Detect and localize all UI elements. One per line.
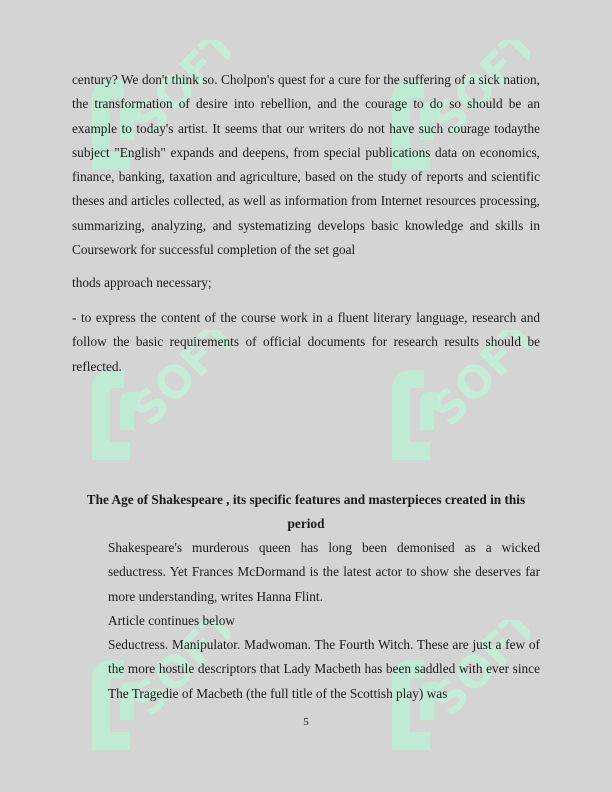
section-heading: The Age of Shakespeare , its specific features and masterpieces created in this period bbox=[86, 492, 526, 531]
section-paragraph: Shakespeare's murderous queen has long been demonised as a wicked seductress. Yet Frances McDormand is the latest actor to show she deserves far more understanding, writes Hanna Flint. bbox=[108, 540, 540, 604]
section-paragraph: Seductress. Manipulator. Madwoman. The Fourth Witch. These are just a few of the more hostile descriptors that Lady Macbeth has been saddled with ever since The Tragedie of Macbeth (the full title of the Scottish play) was bbox=[108, 637, 540, 701]
page-number: 5 bbox=[303, 716, 309, 728]
body-paragraph: - to express the content of the course work in a fluent literary language, research and follow the basic requirements of official documents for research results should be reflected. bbox=[72, 310, 540, 374]
body-paragraph: thods approach necessary; bbox=[72, 275, 212, 290]
section-paragraph: Article continues below bbox=[108, 613, 236, 628]
body-paragraph: century? We don't think so. Cholpon's quest for a cure for the suffering of a sick nation, the transformation of desire into rebellion, and the courage to do so should be an example to today's artist. It seems that our writers do not have such courage todaythe subject "English" expands and deepens, from special publications data on economics, finance, banking, taxation and agriculture, based on the study of reports and scientific theses and articles collected, as well as information from Internet resources processing, summarizing, analyzing, and systematizing develops basic knowledge and skills in Coursework for successful completion of the set goal bbox=[72, 72, 540, 258]
